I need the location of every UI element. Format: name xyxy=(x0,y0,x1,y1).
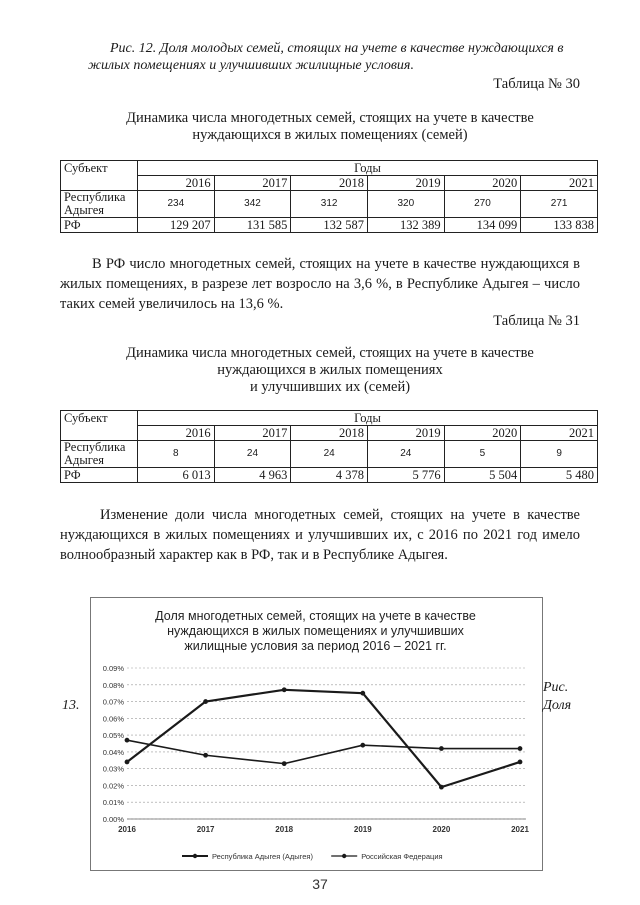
table-31-header-subject: Субъект xyxy=(61,411,138,441)
data-point xyxy=(203,753,208,758)
table-cell: 24 xyxy=(367,441,444,468)
table-cell: 9 xyxy=(521,441,598,468)
table-cell: 312 xyxy=(291,191,368,218)
table-cell: 132 389 xyxy=(367,218,444,233)
table-31-title-line1: Динамика числа многодетных семей, стоящих на учете в качестве xyxy=(126,345,534,361)
line-chart xyxy=(90,655,541,869)
table-cell: 5 504 xyxy=(444,468,521,483)
data-point xyxy=(439,746,444,751)
table-31 xyxy=(60,410,598,483)
legend-marker xyxy=(342,854,346,858)
table-cell: 4 963 xyxy=(214,468,291,483)
x-tick-label: 2021 xyxy=(511,825,529,834)
figure-12-caption: Рис. 12. Доля молодых семей, стоящих на учете в качестве нуждающихся в жилых помещениях и улучшивших жилищные условия. xyxy=(88,41,564,73)
data-point xyxy=(439,785,444,790)
table-cell: 133 838 xyxy=(521,218,598,233)
table-30-header-subject: Субъект xyxy=(61,161,138,191)
figure-13-ris: Рис. xyxy=(543,680,569,695)
paragraph-1: В РФ число многодетных семей, стоящих на учете в качестве нуждающихся в жилых помещениях, в разрезе лет возросло на 3,6 %, в Республике Адыгея – число таких семей увеличилось на 13,6 %. xyxy=(60,256,580,312)
data-point xyxy=(282,687,287,692)
table-31-title-line3: и улучшивших их (семей) xyxy=(249,379,411,395)
legend-label: Российская Федерация xyxy=(361,852,443,861)
table-30-year: 2021 xyxy=(521,176,598,191)
table-cell: 129 207 xyxy=(138,218,215,233)
table-cell: 234 xyxy=(138,191,215,218)
data-point xyxy=(360,743,365,748)
table-30-label: Таблица № 30 xyxy=(493,76,580,92)
x-tick-label: 2017 xyxy=(196,825,215,834)
table-31-year: 2020 xyxy=(444,426,521,441)
table-31-year: 2016 xyxy=(138,426,215,441)
table-31-header-years: Годы xyxy=(138,411,598,426)
table-30-subject: Республика Адыгея xyxy=(61,191,138,218)
table-30-year: 2016 xyxy=(138,176,215,191)
table-row xyxy=(61,468,598,483)
y-tick-label: 0.07% xyxy=(102,697,124,707)
table-row xyxy=(61,218,598,233)
y-tick-label: 0.01% xyxy=(102,798,124,808)
legend-label: Республика Адыгея (Адыгея) xyxy=(212,852,313,861)
table-cell: 270 xyxy=(444,191,521,218)
table-cell: 131 585 xyxy=(214,218,291,233)
x-tick-label: 2016 xyxy=(118,825,136,834)
chart-title xyxy=(90,609,541,654)
table-30-header-years: Годы xyxy=(138,161,598,176)
table-cell: 271 xyxy=(521,191,598,218)
table-30 xyxy=(60,160,598,233)
table-31-year: 2021 xyxy=(521,426,598,441)
y-tick-label: 0.05% xyxy=(102,731,124,741)
table-31-title-line2: нуждающихся в жилых помещениях xyxy=(217,362,443,378)
table-31-year: 2018 xyxy=(291,426,368,441)
table-31-year: 2017 xyxy=(214,426,291,441)
table-31-label: Таблица № 31 xyxy=(493,313,580,329)
table-30-year: 2019 xyxy=(367,176,444,191)
data-point xyxy=(125,760,130,765)
series-line-1 xyxy=(127,690,520,787)
figure-13-dolya: Доля xyxy=(543,698,572,713)
paragraph-2: Изменение доли числа многодетных семей, стоящих на учете в качестве нуждающихся в жилых помещениях и улучшивших их, с 2016 по 2021 год имело волнообразный характер как в РФ, так и в Республике Адыгея. xyxy=(60,507,580,563)
table-31-year: 2019 xyxy=(367,426,444,441)
table-cell: 8 xyxy=(138,441,215,468)
table-31-subject: Республика Адыгея xyxy=(61,441,138,468)
table-cell: 5 xyxy=(444,441,521,468)
table-cell: 320 xyxy=(367,191,444,218)
table-cell: 134 099 xyxy=(444,218,521,233)
data-point xyxy=(282,761,287,766)
y-tick-label: 0.00% xyxy=(102,815,124,824)
y-tick-label: 0.08% xyxy=(102,680,124,690)
table-row xyxy=(61,441,598,468)
y-tick-label: 0.02% xyxy=(102,781,124,791)
figure-13-number: 13. xyxy=(62,698,80,713)
y-tick-label: 0.06% xyxy=(102,714,124,724)
table-30-year: 2020 xyxy=(444,176,521,191)
table-row xyxy=(61,191,598,218)
x-tick-label: 2020 xyxy=(432,825,451,834)
y-tick-label: 0.09% xyxy=(102,664,124,673)
table-31-subject: РФ xyxy=(61,468,138,483)
table-cell: 132 587 xyxy=(291,218,368,233)
data-point xyxy=(518,746,523,751)
chart-title-line: Доля многодетных семей, стоящих на учете в качестве xyxy=(155,609,476,623)
y-tick-label: 0.03% xyxy=(102,764,124,774)
table-30-title-line1: Динамика числа многодетных семей, стоящих на учете в качестве xyxy=(126,110,534,126)
x-tick-label: 2019 xyxy=(353,825,372,834)
chart-title-line: нуждающихся в жилых помещениях и улучшивших xyxy=(167,624,464,638)
table-cell: 5 776 xyxy=(367,468,444,483)
data-point xyxy=(360,691,365,696)
x-tick-label: 2018 xyxy=(275,825,294,834)
data-point xyxy=(125,738,130,743)
table-cell: 342 xyxy=(214,191,291,218)
table-30-subject: РФ xyxy=(61,218,138,233)
chart-title-line: жилищные условия за период 2016 – 2021 гг. xyxy=(184,639,447,653)
table-cell: 4 378 xyxy=(291,468,368,483)
page-number: 37 xyxy=(312,876,328,892)
table-cell: 6 013 xyxy=(138,468,215,483)
data-point xyxy=(518,760,523,765)
table-cell: 5 480 xyxy=(521,468,598,483)
table-cell: 24 xyxy=(291,441,368,468)
y-tick-label: 0.04% xyxy=(102,747,124,757)
table-30-year: 2018 xyxy=(291,176,368,191)
table-cell: 24 xyxy=(214,441,291,468)
data-point xyxy=(203,699,208,704)
legend-marker xyxy=(193,854,197,858)
table-30-year: 2017 xyxy=(214,176,291,191)
table-30-title-line2: нуждающихся в жилых помещениях (семей) xyxy=(192,127,468,143)
